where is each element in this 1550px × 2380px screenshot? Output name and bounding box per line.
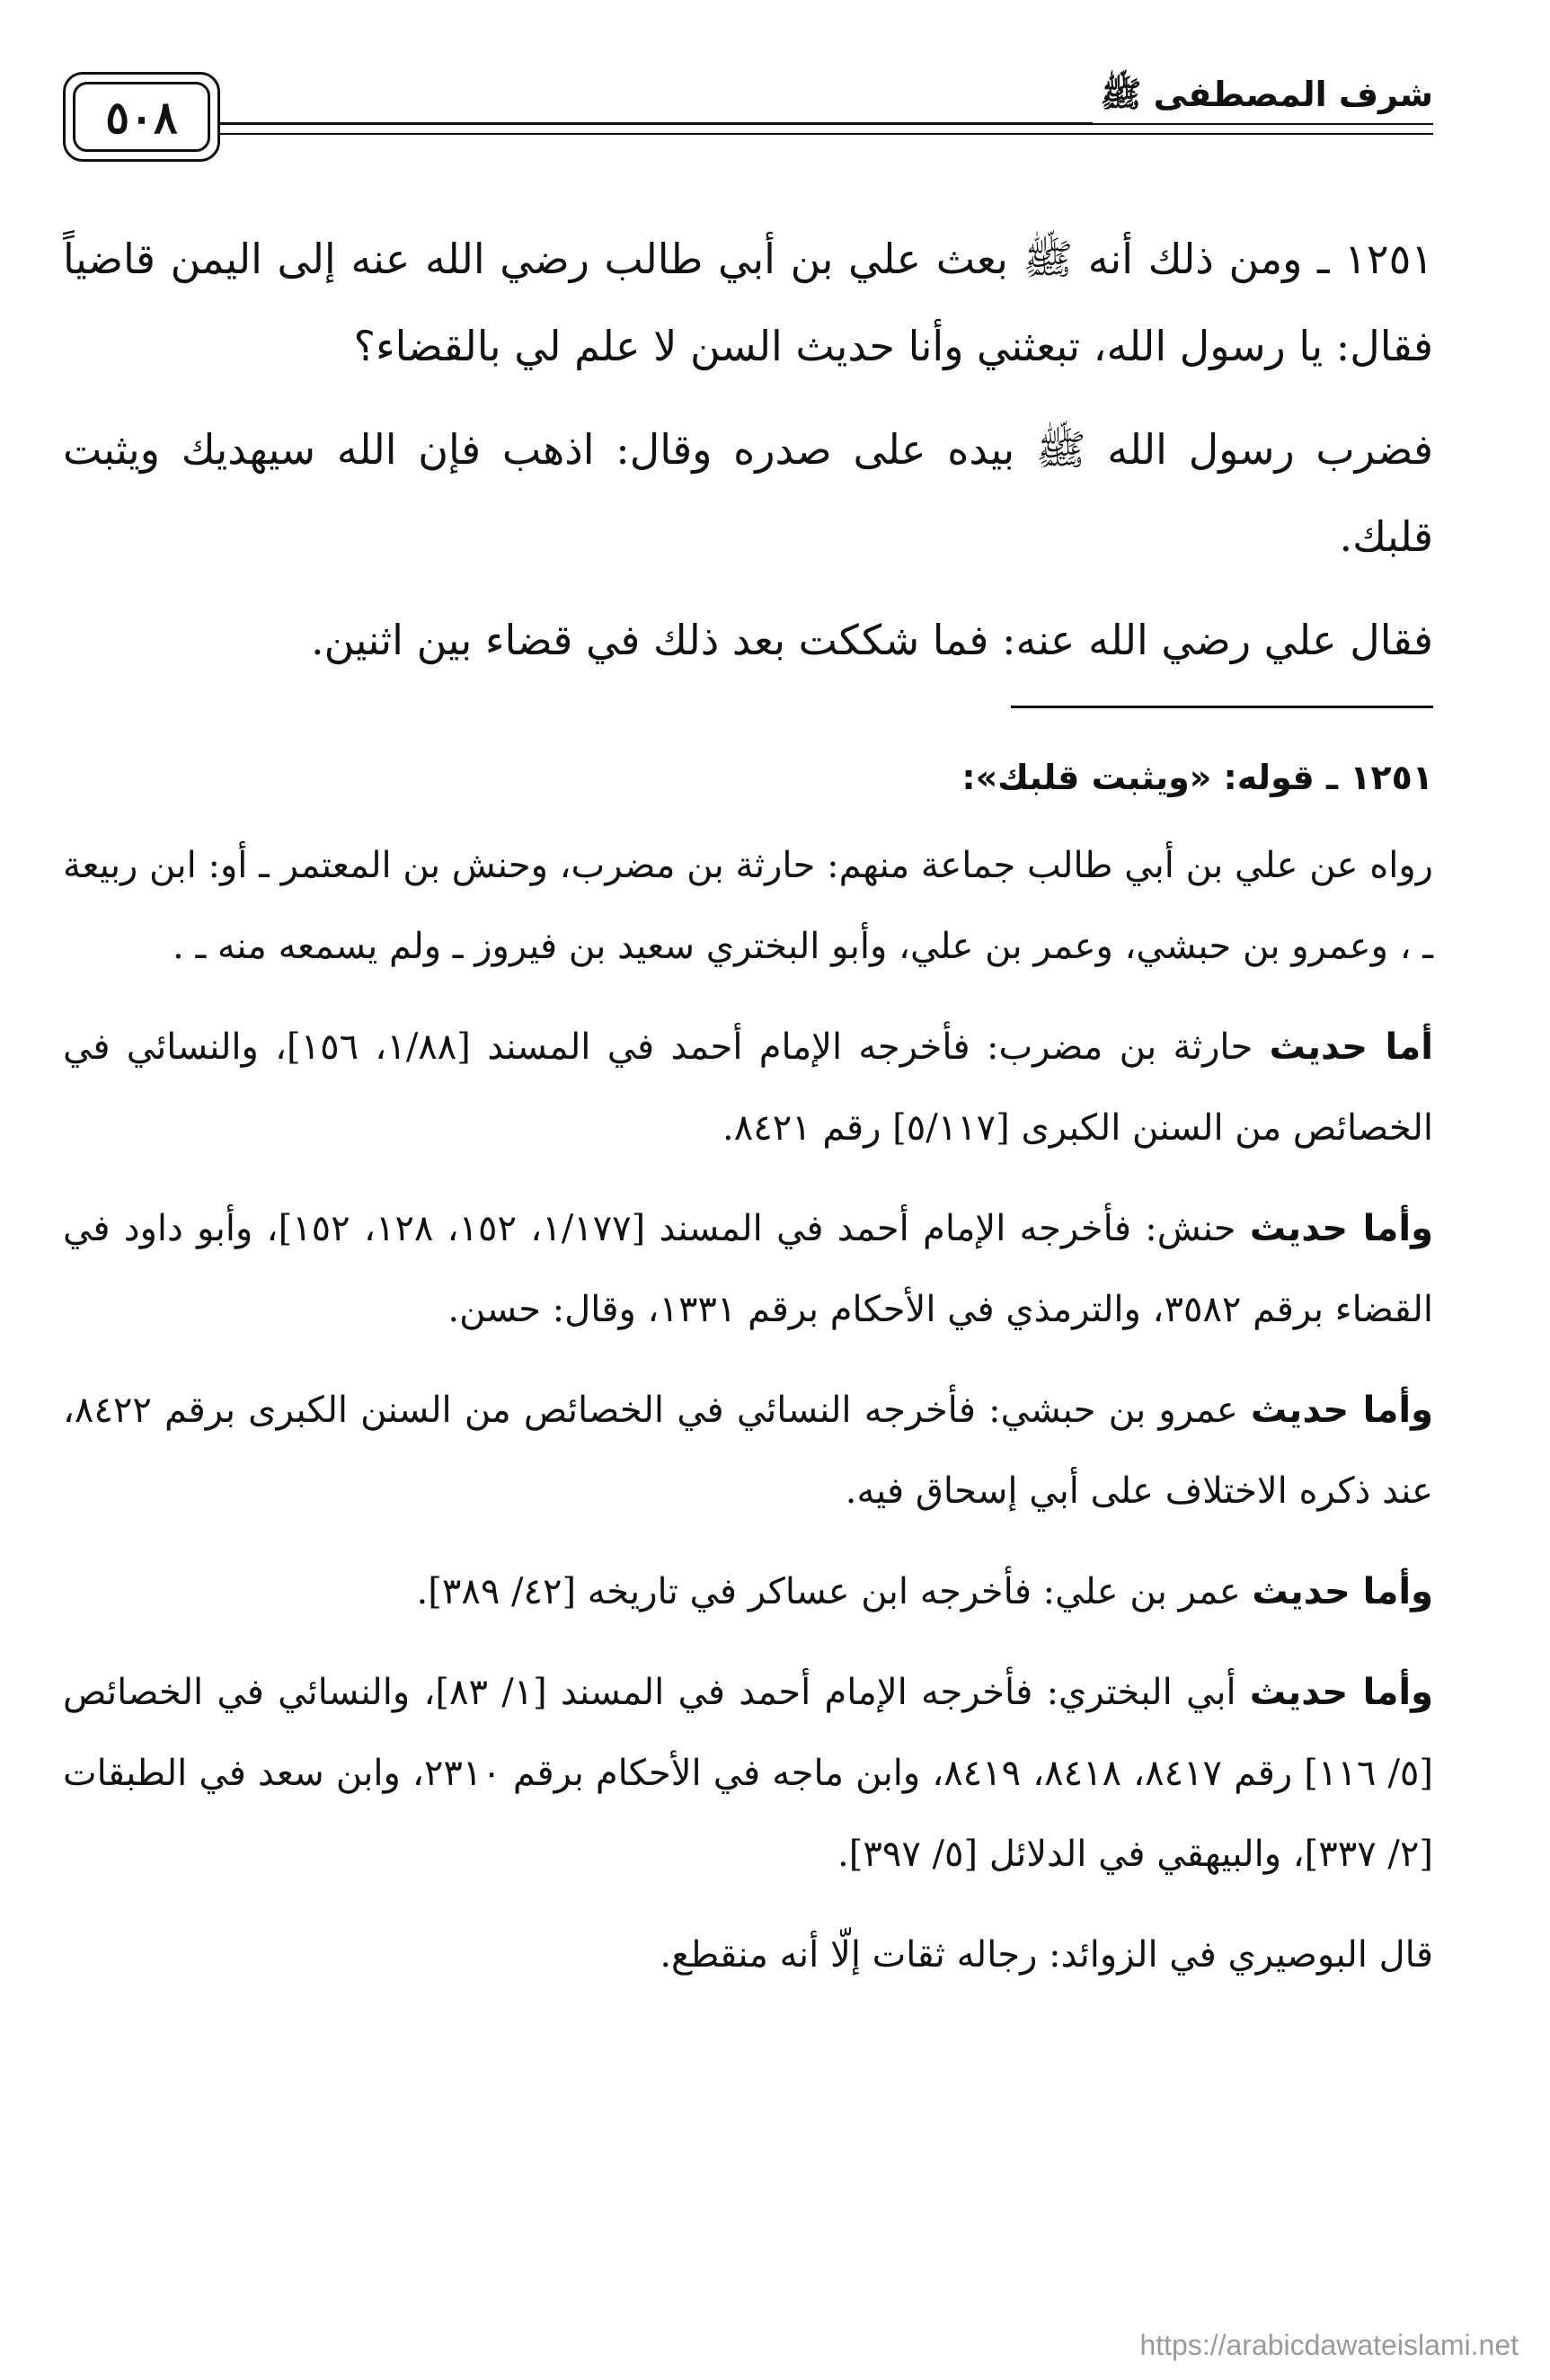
footnote-text: حارثة بن مضرب: فأخرجه الإمام أحمد في المسند [١/٨٨، ١٥٦]، والنسائي في الخصائص من السنن الكبرى [٥/١١٧] رقم ٨٤٢١. <box>63 1026 1433 1149</box>
running-title: شرف المصطفى ﷺ <box>1093 74 1433 123</box>
footnote-text: أبي البختري: فأخرجه الإمام أحمد في المسند [١/ ٨٣]، والنسائي في الخصائص [٥/ ١١٦] رقم ٨٤١٧، ٨٤١٨، ٨٤١٩، وابن ماجه في الأحكام برقم ٢٣١٠، وابن سعد في الطبقات [٢/ ٣٣٧]، والبيهقي في الدلائل [٥/ ٣٩٧]. <box>63 1672 1434 1875</box>
page-number: ٥٠٨ <box>73 82 210 152</box>
main-paragraph-3: فقال علي رضي الله عنه: فما شككت بعد ذلك في قضاء بين اثنين. <box>310 616 1433 664</box>
footnote-lead: وأما حديث <box>1252 1571 1433 1612</box>
footnote-separator <box>1011 706 1433 708</box>
page-header <box>63 72 1433 171</box>
footnote-paragraph-1: رواه عن علي بن أبي طالب جماعة منهم: حارثة بن مضرب، وحنش بن المعتمر ـ أو: ابن ربيعة ـ ، وعمرو بن حبشي، وعمر بن علي، وأبو البختري سعيد بن فيروز ـ ولم يسمعه منه ـ . <box>63 845 1434 967</box>
footnote-paragraph-6 <box>63 1652 1433 1895</box>
main-paragraph-2: فضرب رسول الله ﷺ بيده على صدره وقال: اذهب فإن الله سيهديك ويثبت قلبك. <box>63 425 1433 561</box>
footnote-text: عمر بن علي: فأخرجه ابن عساكر في تاريخه [٤٢/ ٣٨٩]. <box>416 1571 1253 1612</box>
footnote-paragraph-5 <box>63 1551 1433 1632</box>
footnote-paragraph-3 <box>63 1188 1433 1350</box>
footnote-heading: ١٢٥١ ـ قوله: «ويثبت قلبك»: <box>961 758 1433 797</box>
page-number-frame <box>63 72 220 162</box>
footnote-lead: وأما حديث <box>1249 1672 1433 1713</box>
watermark-url: https://arabicdawateislami.net <box>1139 2329 1519 2361</box>
footnote-text: حنش: فأخرجه الإمام أحمد في المسند [١/١٧٧، ١٥٢، ١٢٨، ١٥٢]، وأبو داود في القضاء برقم ٣٥٨٢، والترمذي في الأحكام برقم ١٣٣١، وقال: حسن. <box>63 1208 1433 1330</box>
footnote-lead: أما حديث <box>1269 1026 1433 1068</box>
footnote-paragraph-7: قال البوصيري في الزوائد: رجاله ثقات إلّا أنه منقطع. <box>660 1934 1433 1976</box>
footnotes <box>63 737 1433 2015</box>
footnote-paragraph-4 <box>63 1370 1433 1532</box>
footnote-lead: وأما حديث <box>1249 1208 1434 1249</box>
footnote-lead: وأما حديث <box>1250 1390 1433 1431</box>
header-rule-bottom <box>63 133 1433 135</box>
main-text <box>63 216 1433 700</box>
footnote-text: عمرو بن حبشي: فأخرجه النسائي في الخصائص من السنن الكبرى برقم ٨٤٢٢، عند ذكره الاختلاف على أبي إسحاق فيه. <box>63 1390 1433 1512</box>
footnote-paragraph-2 <box>63 1007 1433 1168</box>
main-paragraph-1: ١٢٥١ ـ ومن ذلك أنه ﷺ بعث علي بن أبي طالب رضي الله عنه إلى اليمن قاضياً فقال: يا رسول الله، تبعثني وأنا حديث السن لا علم لي بالقضاء؟ <box>63 235 1433 370</box>
